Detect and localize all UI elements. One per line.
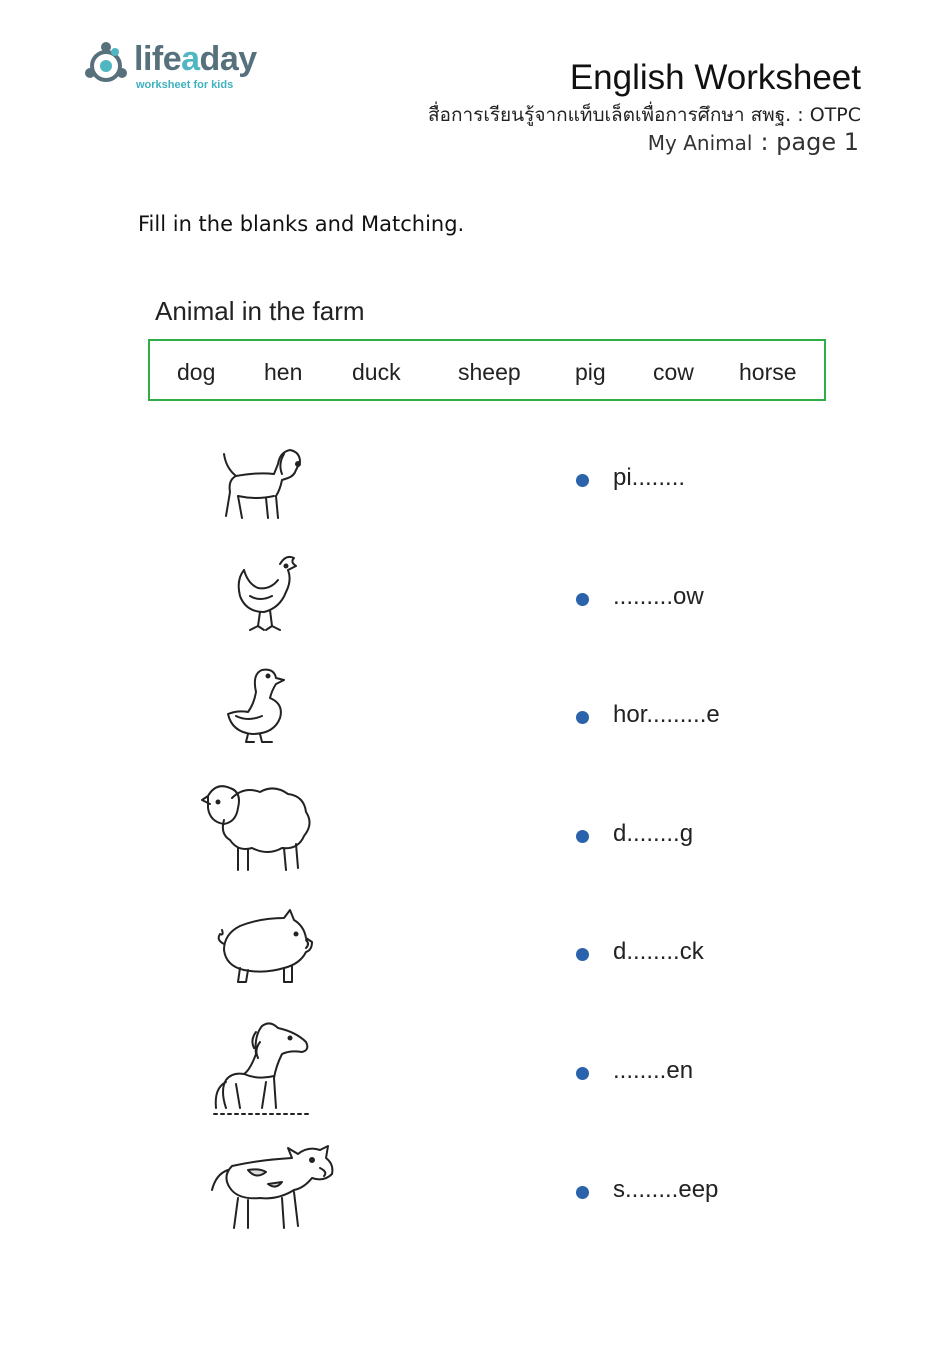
fill-blank-clue[interactable]: s........eep — [613, 1176, 719, 1203]
worksheet-subtitle: สื่อการเรียนรู้จากแท็บเล็ตเพื่อการศึกษา สพฐ. : OTPC — [427, 104, 861, 126]
match-dot[interactable] — [576, 1186, 589, 1199]
topic-page-line — [648, 128, 859, 156]
fill-blank-clue[interactable]: d........g — [613, 820, 694, 847]
duck-picture — [222, 664, 290, 746]
word-bank-item: sheep — [458, 359, 521, 385]
section-title: Animal in the farm — [155, 296, 365, 326]
fill-blank-clue[interactable]: pi........ — [613, 464, 686, 491]
instruction-text: Fill in the blanks and Matching. — [138, 212, 465, 236]
fill-blank-clue[interactable]: ........en — [613, 1057, 694, 1084]
word-bank-item: horse — [739, 359, 797, 385]
match-dot[interactable] — [576, 711, 589, 724]
word-bank-item: duck — [352, 359, 401, 385]
match-dot[interactable] — [576, 830, 589, 843]
worksheet-title: English Worksheet — [569, 58, 861, 97]
logo-tagline: worksheet for kids — [136, 79, 234, 91]
page-number: : page 1 — [760, 128, 859, 156]
sheep-picture — [198, 778, 316, 874]
word-bank-item: cow — [653, 359, 694, 385]
match-dot[interactable] — [576, 948, 589, 961]
match-dot[interactable] — [576, 593, 589, 606]
logo-icon — [82, 40, 134, 92]
word-bank-item: pig — [575, 359, 606, 385]
fill-blank-clue[interactable]: d........ck — [613, 938, 704, 965]
pig-picture — [214, 908, 316, 986]
horse-picture — [210, 1018, 314, 1122]
word-bank-item: hen — [264, 359, 303, 385]
dog-picture — [218, 440, 308, 524]
word-bank — [148, 339, 826, 401]
cow-picture — [208, 1140, 338, 1236]
word-bank-item: dog — [177, 359, 216, 385]
hen-picture — [230, 550, 302, 634]
topic-label: My Animal — [647, 131, 753, 155]
logo-wordmark: lifeaday — [134, 40, 257, 78]
match-dot[interactable] — [576, 1067, 589, 1080]
match-dot[interactable] — [576, 474, 589, 487]
fill-blank-clue[interactable]: .........ow — [613, 583, 704, 610]
fill-blank-clue[interactable]: hor.........e — [613, 701, 720, 728]
